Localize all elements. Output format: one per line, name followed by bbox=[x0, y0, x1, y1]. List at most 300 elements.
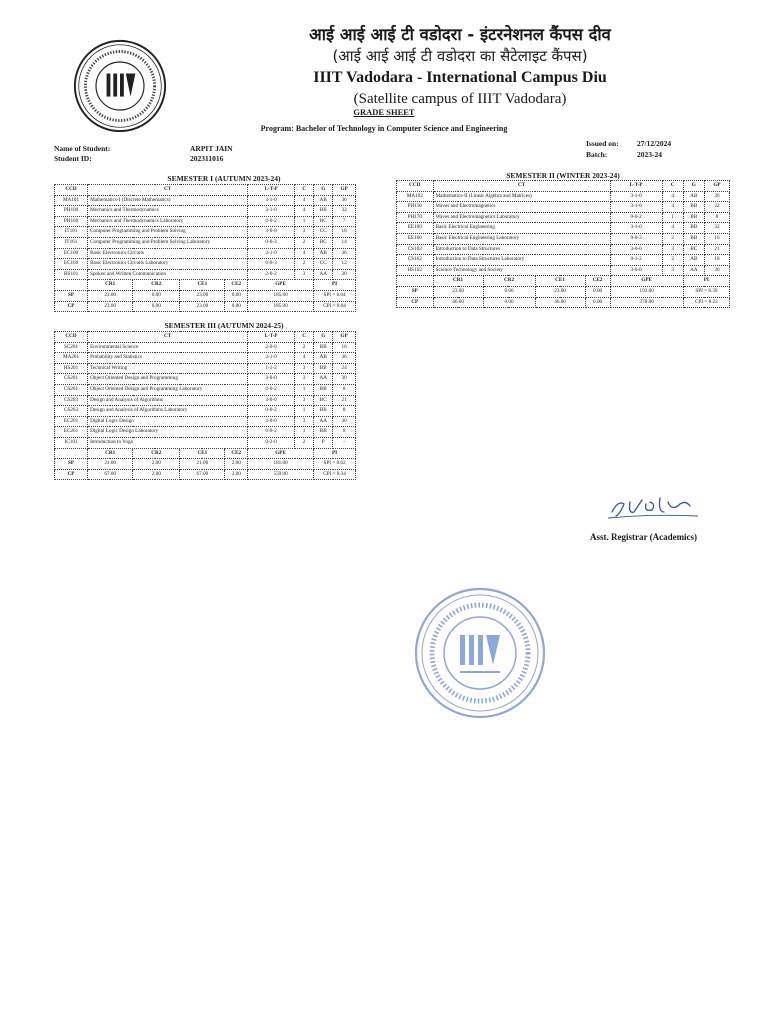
course-grade-points: 32 bbox=[704, 202, 729, 213]
course-grade: BB bbox=[314, 363, 333, 374]
course-ltp: 0-0-2 bbox=[610, 212, 662, 223]
course-grade-points: 30 bbox=[704, 265, 729, 276]
col-header-ccd: CCD bbox=[397, 181, 434, 192]
col-header-g: G bbox=[314, 332, 333, 343]
course-credits: 4 bbox=[662, 191, 683, 202]
course-row bbox=[397, 202, 730, 213]
course-row bbox=[55, 206, 356, 217]
course-grade-points: 14 bbox=[333, 237, 356, 248]
course-grade: BB bbox=[683, 202, 704, 213]
course-ltp: 3-0-0 bbox=[610, 244, 662, 255]
course-grade-points: 12 bbox=[333, 259, 356, 270]
course-ltp: 0-0-2 bbox=[248, 427, 295, 438]
course-code: EE100 bbox=[397, 223, 434, 234]
course-grade-points: 36 bbox=[333, 353, 356, 364]
col-header-ltp: L-T-P bbox=[248, 332, 295, 343]
summary-header-ce2: CE2 bbox=[225, 448, 248, 459]
course-ltp: 0-0-3 bbox=[610, 233, 662, 244]
course-grade-points: 36 bbox=[704, 191, 729, 202]
course-grade-points: 18 bbox=[333, 227, 356, 238]
course-title: Basic Electronics Circuits bbox=[88, 248, 248, 259]
course-title: Object Oriented Design and Programming bbox=[88, 374, 248, 385]
pi-value: CPI = 8.34 bbox=[314, 469, 356, 480]
ce1-value: 67.00 bbox=[180, 469, 225, 480]
course-row bbox=[397, 191, 730, 202]
row-label: CP bbox=[55, 301, 88, 312]
gpe-value: 559.00 bbox=[248, 469, 314, 480]
ce2-value: 0.00 bbox=[585, 297, 610, 308]
course-code: PH100 bbox=[55, 206, 88, 217]
course-code: CS261 bbox=[55, 384, 88, 395]
course-ltp: 2-0-0 bbox=[248, 342, 295, 353]
summary-header-cr2: CR2 bbox=[133, 448, 180, 459]
course-grade: BB bbox=[314, 427, 333, 438]
course-title: Computer Programming and Problem Solving bbox=[88, 227, 248, 238]
gpe-value: 181.00 bbox=[248, 459, 314, 470]
course-grade: CC bbox=[314, 259, 333, 270]
gpe-value: 378.00 bbox=[610, 297, 683, 308]
semester-performance-row bbox=[55, 459, 356, 470]
summary-header-row bbox=[55, 280, 356, 291]
course-title: Computer Programming and Problem Solving Laboratory bbox=[88, 237, 248, 248]
course-ltp: 0-2-0 bbox=[248, 437, 295, 448]
course-grade: BB bbox=[314, 384, 333, 395]
semester-performance-row bbox=[55, 290, 356, 301]
registrar-signature bbox=[590, 490, 710, 526]
course-grade: BB bbox=[314, 206, 333, 217]
batch-label: Batch: bbox=[586, 150, 608, 159]
student-name: ARPIT JAIN bbox=[190, 144, 233, 153]
summary-header-row bbox=[397, 276, 730, 287]
semester-2-table bbox=[396, 180, 730, 308]
course-title: Basic Electrical Engineering Laboratory bbox=[433, 233, 610, 244]
course-grade-points: 18 bbox=[704, 255, 729, 266]
cr2-value: 0.00 bbox=[133, 301, 180, 312]
course-code: MA101 bbox=[55, 195, 88, 206]
col-header-c: C bbox=[295, 332, 314, 343]
course-credits: 2 bbox=[295, 237, 314, 248]
course-grade: BB bbox=[314, 342, 333, 353]
course-grade: AA bbox=[314, 416, 333, 427]
course-ltp: 1-1-2 bbox=[248, 363, 295, 374]
course-grade-points: 32 bbox=[704, 223, 729, 234]
col-header-g: G bbox=[314, 185, 333, 196]
course-code: HS102 bbox=[397, 265, 434, 276]
course-credits: 4 bbox=[295, 353, 314, 364]
cr1-value: 23.00 bbox=[88, 290, 133, 301]
course-grade: AA bbox=[314, 269, 333, 280]
student-name-label: Name of Student: bbox=[54, 144, 111, 153]
cr2-value: 2.00 bbox=[133, 469, 180, 480]
gpe-value: 185.00 bbox=[248, 290, 314, 301]
document-title: GRADE SHEET bbox=[353, 107, 415, 117]
summary-header-blank bbox=[55, 448, 88, 459]
ce2-value: 0.00 bbox=[225, 290, 248, 301]
course-grade-points: 30 bbox=[333, 374, 356, 385]
course-ltp: 3-0-0 bbox=[248, 416, 295, 427]
cr1-value: 23.00 bbox=[88, 301, 133, 312]
semester-2-title: SEMESTER II (WINTER 2023-24) bbox=[506, 171, 620, 180]
course-ltp: 3-0-0 bbox=[248, 395, 295, 406]
issued-label: Issued on: bbox=[586, 139, 619, 148]
col-header-ccd: CCD bbox=[55, 185, 88, 196]
course-row bbox=[55, 384, 356, 395]
program-name: Program: Bachelor of Technology in Computer Science and Engineering bbox=[260, 124, 508, 133]
institute-header bbox=[180, 24, 740, 110]
course-credits: 1 bbox=[295, 384, 314, 395]
issued-date: 27/12/2024 bbox=[637, 139, 672, 148]
course-code: CS203 bbox=[55, 395, 88, 406]
summary-header-ce1: CE1 bbox=[180, 280, 225, 291]
pi-value: SPI = 8.62 bbox=[314, 459, 356, 470]
course-ltp: 3-1-0 bbox=[610, 223, 662, 234]
col-header-gp: GP bbox=[333, 185, 356, 196]
course-credits: 3 bbox=[295, 269, 314, 280]
pi-value: SPI = 8.04 bbox=[314, 290, 356, 301]
summary-header-blank bbox=[397, 276, 434, 287]
semester-3-title: SEMESTER III (AUTUMN 2024-25) bbox=[164, 321, 284, 330]
course-code: MA201 bbox=[55, 353, 88, 364]
course-title: Digital Logic Design Laboratory bbox=[88, 427, 248, 438]
batch-value: 2023-24 bbox=[637, 150, 662, 159]
course-credits: 1 bbox=[662, 212, 683, 223]
col-header-ccd: CCD bbox=[55, 332, 88, 343]
ce1-value: 23.00 bbox=[180, 290, 225, 301]
course-title: Waves and Electromagnetics Laboratory bbox=[433, 212, 610, 223]
course-grade: BB bbox=[683, 212, 704, 223]
course-grade: AB bbox=[314, 195, 333, 206]
english-subtitle: (Satellite campus of IIIT Vadodara) bbox=[353, 91, 567, 107]
course-row bbox=[55, 248, 356, 259]
course-grade: BC bbox=[314, 395, 333, 406]
course-ltp: 0-0-3 bbox=[248, 237, 295, 248]
course-code: HS201 bbox=[55, 363, 88, 374]
course-code: EC201 bbox=[55, 416, 88, 427]
course-row bbox=[55, 237, 356, 248]
course-grade-points: 36 bbox=[333, 248, 356, 259]
course-title: Object Oriented Design and Programming Laboratory bbox=[88, 384, 248, 395]
course-code: MA102 bbox=[397, 191, 434, 202]
course-credits: 2 bbox=[295, 259, 314, 270]
course-header-row bbox=[55, 185, 356, 196]
institute-logo bbox=[72, 38, 168, 134]
course-ltp: 3-0-0 bbox=[610, 265, 662, 276]
course-grade-points: 7 bbox=[333, 216, 356, 227]
course-ltp: 2-0-2 bbox=[248, 269, 295, 280]
summary-header-cr2: CR2 bbox=[133, 280, 180, 291]
course-grade-points: - bbox=[333, 437, 356, 448]
course-credits: 2 bbox=[295, 437, 314, 448]
course-grade: BB bbox=[314, 406, 333, 417]
summary-header-gpe: GPE bbox=[248, 280, 314, 291]
course-code: PH170 bbox=[397, 212, 434, 223]
course-grade: CC bbox=[314, 227, 333, 238]
course-grade-points: 8 bbox=[333, 427, 356, 438]
summary-header-gpe: GPE bbox=[248, 448, 314, 459]
course-grade: AB bbox=[314, 248, 333, 259]
course-grade: BB bbox=[683, 233, 704, 244]
pi-value: CPI = 8.22 bbox=[683, 297, 729, 308]
semester-performance-row bbox=[397, 286, 730, 297]
cumulative-performance-row bbox=[397, 297, 730, 308]
summary-header-cr1: CR1 bbox=[88, 448, 133, 459]
pi-value: SPI = 8.39 bbox=[683, 286, 729, 297]
col-header-ct: CT bbox=[88, 185, 248, 196]
course-ltp: 0-0-2 bbox=[248, 216, 295, 227]
col-header-ct: CT bbox=[433, 181, 610, 192]
course-title: Mathematics-II (Linear Algebra and Matrices) bbox=[433, 191, 610, 202]
course-title: Environmental Science bbox=[88, 342, 248, 353]
col-header-g: G bbox=[683, 181, 704, 192]
course-grade: AB bbox=[683, 191, 704, 202]
course-code: HS101 bbox=[55, 269, 88, 280]
summary-header-cr2: CR2 bbox=[483, 276, 535, 287]
cr1-value: 46.00 bbox=[433, 297, 483, 308]
course-title: Introduction to Data Structures Laboratory bbox=[433, 255, 610, 266]
student-id-label: Student ID: bbox=[54, 154, 92, 163]
course-ltp: 0-0-2 bbox=[248, 384, 295, 395]
course-row bbox=[55, 437, 356, 448]
course-credits: 4 bbox=[295, 195, 314, 206]
semester-3-table bbox=[54, 331, 356, 480]
course-credits: 1 bbox=[295, 216, 314, 227]
cr1-value: 23.00 bbox=[433, 286, 483, 297]
course-ltp: 3-0-0 bbox=[248, 374, 295, 385]
summary-header-cr1: CR1 bbox=[88, 280, 133, 291]
col-header-ltp: L-T-P bbox=[610, 181, 662, 192]
col-header-c: C bbox=[662, 181, 683, 192]
course-credits: 4 bbox=[295, 248, 314, 259]
course-row bbox=[55, 363, 356, 374]
course-ltp: 3-1-0 bbox=[610, 202, 662, 213]
course-title: Design and Analysis of Algorithms bbox=[88, 395, 248, 406]
row-label: CP bbox=[397, 297, 434, 308]
course-row bbox=[55, 259, 356, 270]
course-ltp: 3-1-0 bbox=[610, 191, 662, 202]
ce1-value: 21.00 bbox=[180, 459, 225, 470]
course-code: CS162 bbox=[397, 255, 434, 266]
course-credits: 3 bbox=[295, 227, 314, 238]
gpe-value: 193.00 bbox=[610, 286, 683, 297]
course-title: Introduction to Yoga bbox=[88, 437, 248, 448]
pi-value: CPI = 8.04 bbox=[314, 301, 356, 312]
col-header-ct: CT bbox=[88, 332, 248, 343]
summary-header-pi: PI bbox=[314, 280, 356, 291]
course-title: Mechanics and Thermodynamics bbox=[88, 206, 248, 217]
course-credits: 3 bbox=[295, 363, 314, 374]
course-row bbox=[55, 342, 356, 353]
course-grade: BB bbox=[683, 223, 704, 234]
course-row bbox=[55, 353, 356, 364]
course-row bbox=[55, 374, 356, 385]
hindi-title: आई आई आई टी वडोदरा - इंटरनेशनल कैंपस दीव bbox=[309, 25, 611, 44]
course-credits: 1 bbox=[295, 427, 314, 438]
course-grade-points: 32 bbox=[333, 206, 356, 217]
course-code: PH110 bbox=[397, 202, 434, 213]
row-label: SP bbox=[55, 290, 88, 301]
course-grade: AB bbox=[314, 353, 333, 364]
course-row bbox=[397, 255, 730, 266]
summary-header-cr1: CR1 bbox=[433, 276, 483, 287]
course-ltp: 3-1-0 bbox=[248, 353, 295, 364]
summary-header-pi: PI bbox=[683, 276, 729, 287]
course-credits: 2 bbox=[662, 233, 683, 244]
course-credits: 4 bbox=[295, 206, 314, 217]
course-row bbox=[397, 265, 730, 276]
course-title: Probability and Statistics bbox=[88, 353, 248, 364]
course-credits: 3 bbox=[295, 395, 314, 406]
course-credits: 3 bbox=[295, 416, 314, 427]
col-header-gp: GP bbox=[333, 332, 356, 343]
course-credits: 2 bbox=[295, 342, 314, 353]
summary-header-row bbox=[55, 448, 356, 459]
course-grade-points: 16 bbox=[704, 233, 729, 244]
course-credits: 4 bbox=[662, 202, 683, 213]
ce2-value: 0.00 bbox=[585, 286, 610, 297]
course-row bbox=[55, 195, 356, 206]
row-label: SP bbox=[397, 286, 434, 297]
course-code: CS263 bbox=[55, 406, 88, 417]
course-grade-points: 21 bbox=[333, 395, 356, 406]
summary-header-pi: PI bbox=[314, 448, 356, 459]
course-row bbox=[55, 406, 356, 417]
cr1-value: 67.00 bbox=[88, 469, 133, 480]
gpe-value: 185.00 bbox=[248, 301, 314, 312]
row-label: SP bbox=[55, 459, 88, 470]
cr2-value: 0.00 bbox=[483, 297, 535, 308]
course-grade-points: 30 bbox=[333, 269, 356, 280]
course-grade: P bbox=[314, 437, 333, 448]
course-code: EC261 bbox=[55, 427, 88, 438]
cr2-value: 0.00 bbox=[133, 290, 180, 301]
course-code: CS102 bbox=[397, 244, 434, 255]
course-row bbox=[55, 269, 356, 280]
course-ltp: 3-1-0 bbox=[248, 248, 295, 259]
course-code: EC100 bbox=[55, 248, 88, 259]
course-credits: 3 bbox=[662, 265, 683, 276]
col-header-c: C bbox=[295, 185, 314, 196]
summary-header-ce1: CE1 bbox=[535, 276, 585, 287]
ce2-value: 2.00 bbox=[225, 459, 248, 470]
course-code: IC101 bbox=[55, 437, 88, 448]
official-stamp bbox=[410, 583, 550, 723]
course-credits: 4 bbox=[662, 223, 683, 234]
course-code: EC160 bbox=[55, 259, 88, 270]
col-header-ltp: L-T-P bbox=[248, 185, 295, 196]
student-id: 202311016 bbox=[190, 154, 224, 163]
course-credits: 3 bbox=[295, 374, 314, 385]
summary-header-ce2: CE2 bbox=[585, 276, 610, 287]
course-row bbox=[397, 233, 730, 244]
course-title: Science Technology and Society bbox=[433, 265, 610, 276]
course-ltp: 3-0-0 bbox=[248, 227, 295, 238]
course-grade-points: 8 bbox=[333, 384, 356, 395]
course-ltp: 0-0-3 bbox=[248, 259, 295, 270]
ce2-value: 2.00 bbox=[225, 469, 248, 480]
course-grade: AB bbox=[683, 255, 704, 266]
english-title: IIIT Vadodara - International Campus Diu bbox=[313, 69, 607, 86]
course-code: EE160 bbox=[397, 233, 434, 244]
course-credits: 1 bbox=[295, 406, 314, 417]
course-ltp: 0-1-2 bbox=[610, 255, 662, 266]
summary-header-ce1: CE1 bbox=[180, 448, 225, 459]
ce1-value: 23.00 bbox=[535, 286, 585, 297]
course-grade: BC bbox=[314, 216, 333, 227]
semester-1-title: SEMESTER I (AUTUMN 2023-24) bbox=[167, 174, 281, 183]
course-title: Introduction to Data Structures bbox=[433, 244, 610, 255]
row-label: CP bbox=[55, 469, 88, 480]
course-title: Mathematics-I (Discrete Mathematics) bbox=[88, 195, 248, 206]
col-header-gp: GP bbox=[704, 181, 729, 192]
course-title: Basic Electronics Circuits Laboratory bbox=[88, 259, 248, 270]
course-code: IT161 bbox=[55, 237, 88, 248]
course-grade-points: 36 bbox=[333, 195, 356, 206]
cr2-value: 2.00 bbox=[133, 459, 180, 470]
course-title: Mechanics and Thermodynamics Laboratory bbox=[88, 216, 248, 227]
course-grade: AA bbox=[314, 374, 333, 385]
course-grade-points: 30 bbox=[333, 416, 356, 427]
course-title: Spoken and Written Communication bbox=[88, 269, 248, 280]
course-row bbox=[397, 223, 730, 234]
course-title: Digital Logic Design bbox=[88, 416, 248, 427]
course-row bbox=[397, 244, 730, 255]
hindi-subtitle: (आई आई आई टी वडोदरा का सैटेलाइट कैंपस) bbox=[332, 47, 588, 65]
ce1-value: 46.00 bbox=[535, 297, 585, 308]
cumulative-performance-row bbox=[55, 469, 356, 480]
ce1-value: 23.00 bbox=[180, 301, 225, 312]
course-title: Waves and Electromagnetics bbox=[433, 202, 610, 213]
course-grade-points: 21 bbox=[704, 244, 729, 255]
course-ltp: 3-1-0 bbox=[248, 206, 295, 217]
course-code: PH160 bbox=[55, 216, 88, 227]
course-grade-points: 8 bbox=[704, 212, 729, 223]
course-row bbox=[397, 212, 730, 223]
course-grade-points: 8 bbox=[333, 406, 356, 417]
course-row bbox=[55, 216, 356, 227]
semester-1-table bbox=[54, 184, 356, 312]
summary-header-blank bbox=[55, 280, 88, 291]
course-ltp: 3-1-0 bbox=[248, 195, 295, 206]
course-row bbox=[55, 227, 356, 238]
summary-header-gpe: GPE bbox=[610, 276, 683, 287]
course-code: SC201 bbox=[55, 342, 88, 353]
course-grade: BC bbox=[314, 237, 333, 248]
course-header-row bbox=[55, 332, 356, 343]
course-code: IT101 bbox=[55, 227, 88, 238]
course-title: Basic Electrical Engineering bbox=[433, 223, 610, 234]
course-grade-points: 24 bbox=[333, 363, 356, 374]
course-title: Design and Analysis of Algorithms Laboratory bbox=[88, 406, 248, 417]
course-header-row bbox=[397, 181, 730, 192]
course-grade: AA bbox=[683, 265, 704, 276]
course-credits: 3 bbox=[662, 244, 683, 255]
summary-header-ce2: CE2 bbox=[225, 280, 248, 291]
course-row bbox=[55, 416, 356, 427]
course-ltp: 0-0-2 bbox=[248, 406, 295, 417]
course-grade-points: 16 bbox=[333, 342, 356, 353]
cr1-value: 21.00 bbox=[88, 459, 133, 470]
ce2-value: 0.00 bbox=[225, 301, 248, 312]
course-credits: 2 bbox=[662, 255, 683, 266]
cumulative-performance-row bbox=[55, 301, 356, 312]
cr2-value: 0.00 bbox=[483, 286, 535, 297]
registrar-title: Asst. Registrar (Academics) bbox=[590, 532, 698, 542]
course-code: CS201 bbox=[55, 374, 88, 385]
course-title: Technical Writing bbox=[88, 363, 248, 374]
course-grade: BC bbox=[683, 244, 704, 255]
course-row bbox=[55, 427, 356, 438]
course-row bbox=[55, 395, 356, 406]
